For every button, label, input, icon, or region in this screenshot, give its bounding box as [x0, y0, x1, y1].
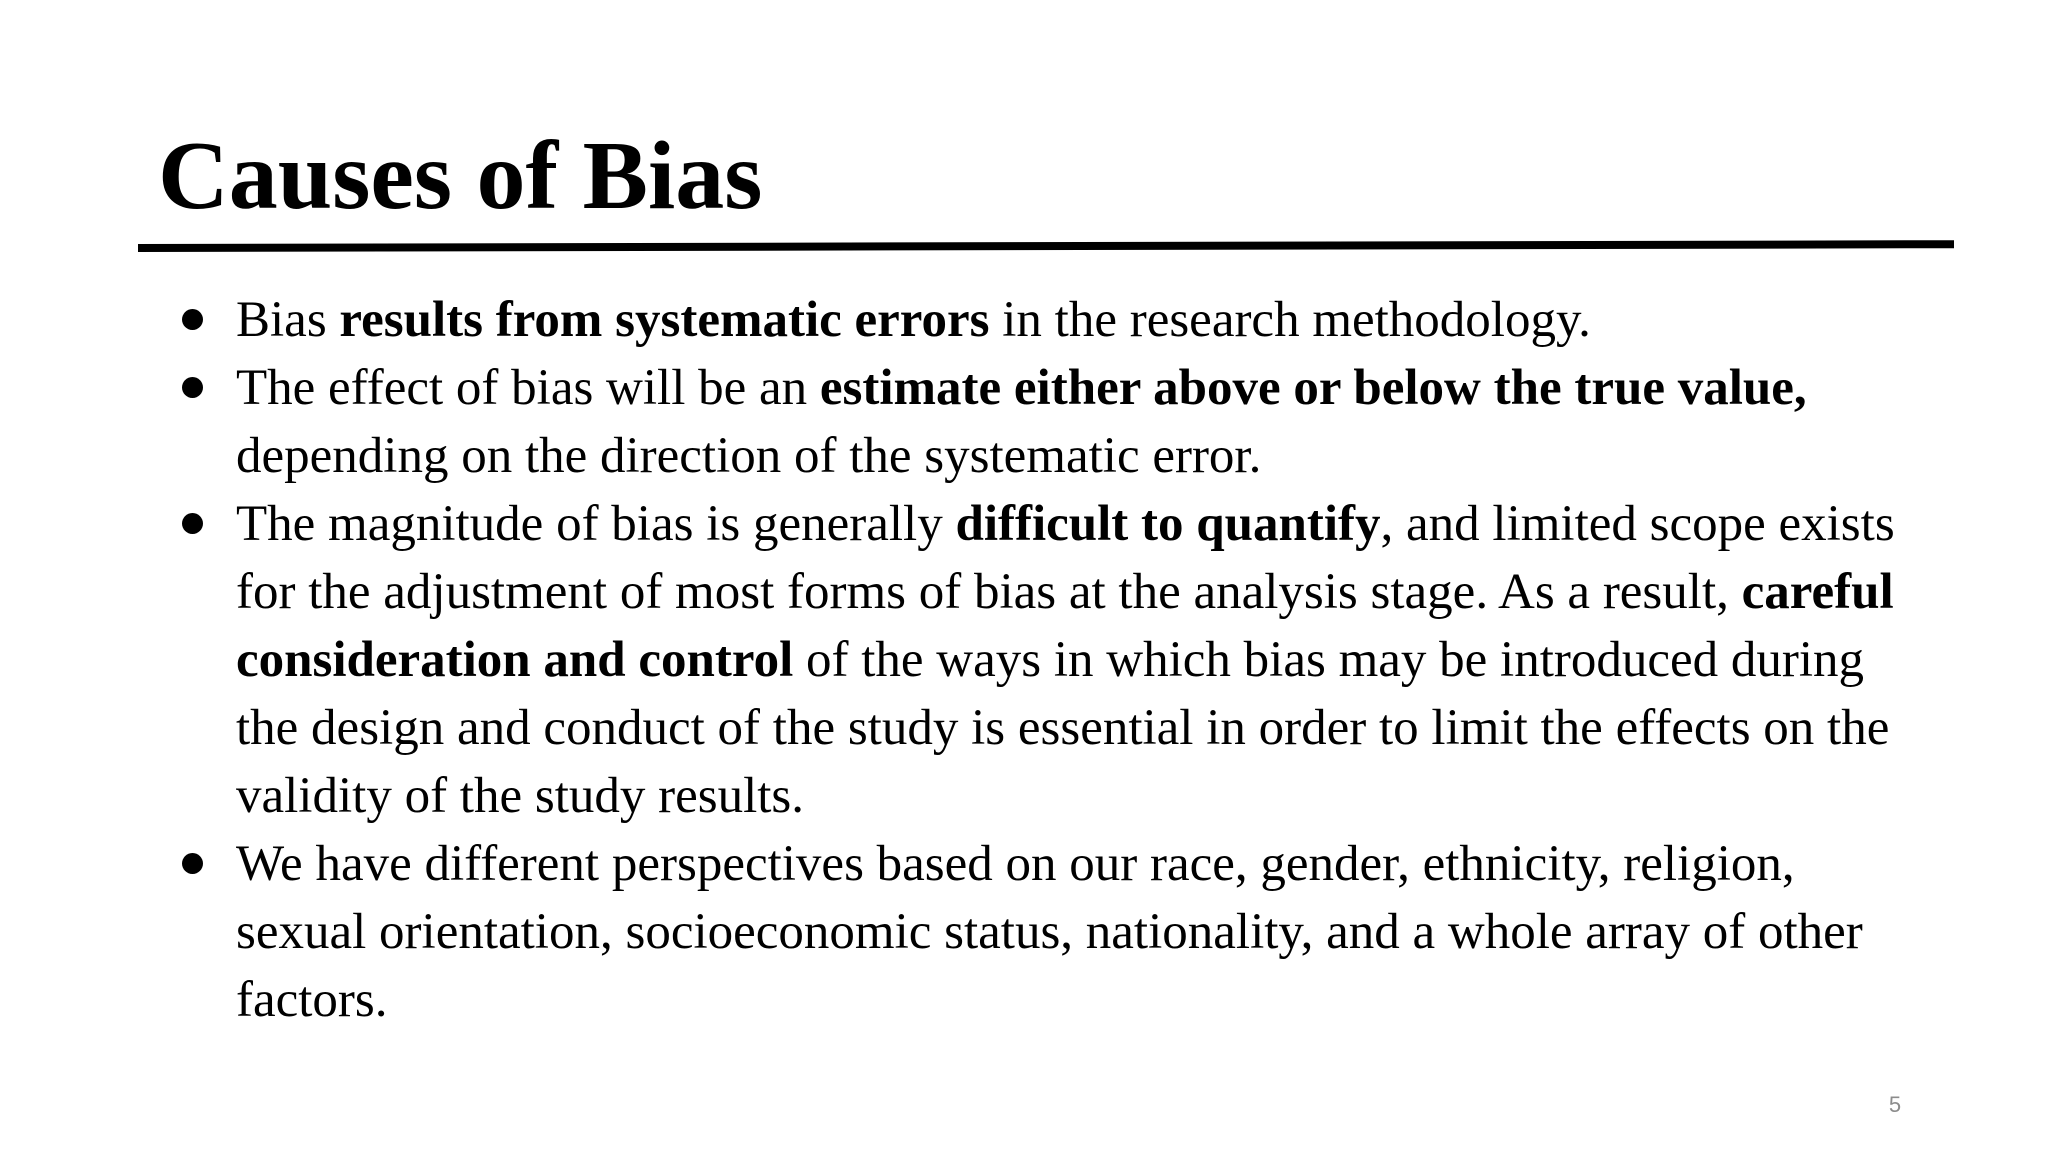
bullet-list — [0, 286, 2048, 1034]
title-underline-divider — [138, 240, 1954, 252]
bullet-item-3 — [0, 490, 1936, 830]
slide-title: Causes of Bias — [158, 122, 763, 230]
bullet-item-2 — [0, 354, 1936, 490]
bullet-text-emphasis: careful consideration and control — [236, 564, 1894, 688]
bullet-item-4 — [0, 830, 1936, 1034]
bullet-text-part: in the research methodology. — [989, 292, 1591, 348]
bullet-text-part: of the ways in which bias may be introduced during the design and conduct of the study is essential in order to limit the effects on the validity of the study results. — [236, 632, 1890, 824]
bullet-dot-icon — [182, 853, 203, 874]
bullet-text-part: We have different perspectives based on our race, gender, ethnicity, religion, sexual orientation, socioeconomic status, nationality, and a whole array of other factors. — [236, 836, 1863, 1028]
bullet-item-1 — [0, 286, 1936, 354]
bullet-text-emphasis: estimate either above or below the true value, — [819, 360, 1807, 416]
bullet-text-part: The magnitude of bias is generally — [236, 496, 956, 552]
page-number: 5 — [1888, 1092, 1902, 1117]
bullet-text-emphasis: difficult to quantify — [955, 496, 1381, 552]
bullet-text-part: , and limited scope exists for the adjustment of most forms of bias at the analysis stage. As a result, — [236, 496, 1895, 620]
bullet-dot-icon — [182, 513, 203, 534]
bullet-dot-icon — [182, 377, 203, 398]
bullet-text-part: Bias — [236, 292, 340, 348]
bullet-text-part: depending on the direction of the systematic error. — [236, 428, 1262, 484]
bullet-text-emphasis: results from systematic errors — [339, 292, 990, 348]
bullet-text-part: The effect of bias will be an — [236, 360, 820, 416]
bullet-dot-icon — [182, 309, 203, 330]
